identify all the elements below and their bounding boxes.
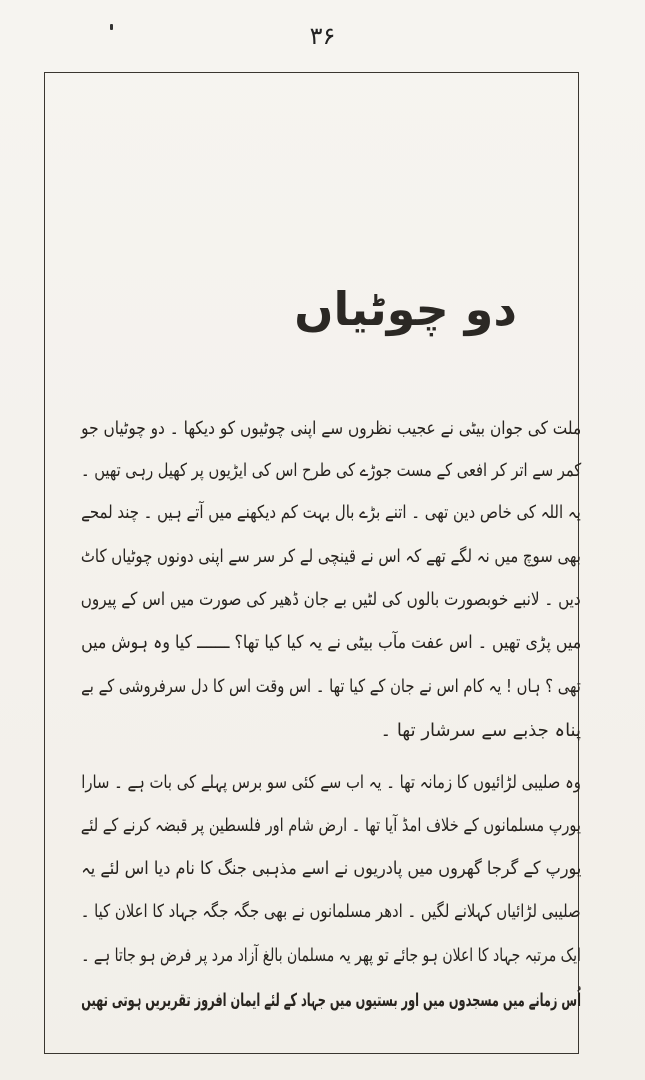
paragraph-1-line-1: ملت کی جوان بیٹی نے عجیب نظروں سے اپنی چوٹیوں کو دیکھا ۔ دو چوٹیاں جو — [80, 418, 581, 439]
chapter-title: دو چوٹیاں — [294, 282, 517, 336]
paragraph-1-line-2: کمر سے اتر کر افعی کے مست جوڑے کی طرح اس کی ایڑیوں پر کھیل رہی تھیں ۔ — [80, 460, 581, 481]
paragraph-2-line-3: یورپ کے گرجا گھروں میں پادریوں نے اسے مذہبی جنگ کا نام دیا اس لئے یہ — [80, 858, 581, 879]
paragraph-1-line-5: دیں ۔ لانبے خوبصورت بالوں کی لٹیں بے جان ڈھیر کی صورت میں اس کے پیروں — [81, 589, 581, 610]
paragraph-1-line-7: تھی ؟ ہاں ! یہ کام اس نے جان کے کیا تھا ۔ اس وقت اس کا دل سرفروشی کے بے — [81, 676, 581, 697]
paragraph-1-line-8: پناہ جذبے سے سرشار تھا ۔ — [380, 720, 581, 741]
paragraph-1-line-3: یہ اللہ کی خاص دین تھی ۔ اتنے بڑے بال بہت کم دیکھنے میں آتے ہیں ۔ چند لمحے — [81, 502, 581, 523]
paragraph-2-line-2: یورپ مسلمانوں کے خلاف امڈ آیا تھا ۔ ارض شام اور فلسطین پر قبضہ کرنے کے لئے — [80, 815, 581, 836]
page-number: ۳۶ — [309, 22, 336, 50]
paragraph-2-line-6: اُس زمانے میں مسجدوں میں اور بستیوں میں جہاد کے لئے ایمان افروز تقریریں ہوتی تھیں — [81, 990, 581, 1011]
paragraph-1-line-4: بھی سوچ میں نہ لگے تھے کہ اس نے قینچی لے کر سر سے اپنی دونوں چوٹیاں کاٹ — [80, 546, 581, 567]
paragraph-2-line-5: ایک مرتبہ جہاد کا اعلان ہو جائے تو پھر یہ مسلمان بالغ آزاد مرد پر فرض ہو جاتا ہے ۔ — [81, 945, 581, 966]
paragraph-1-line-6: میں پڑی تھیں ۔ اس عفت مآب بیٹی نے یہ کیا کیا تھا؟ ـــــــ کیا وہ ہوش میں — [80, 632, 581, 653]
paragraph-2-line-4: صلیبی لڑائیاں کہلانے لگیں ۔ ادھر مسلمانوں نے بھی جگہ جگہ جہاد کا اعلان کیا ۔ — [81, 901, 581, 922]
paragraph-2-line-1: وہ صلیبی لڑائیوں کا زمانہ تھا ۔ یہ اب سے کئی سو برس پہلے کی بات ہے ۔ سارا — [81, 772, 581, 793]
